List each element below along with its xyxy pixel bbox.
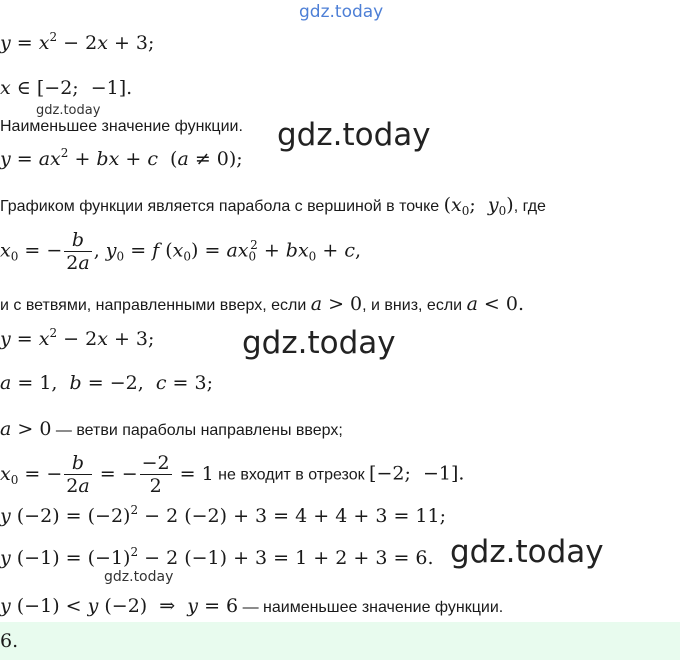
formula-x0-computation: $x_0$ = − $\frac{b}{2a}$ = − $\frac{-2}{2}$ = 1 не входит в отрезок [−2; −1]. xyxy=(0,452,465,497)
watermark-large: gdz.today xyxy=(242,325,396,361)
answer-box xyxy=(0,622,680,660)
watermark-small: gdz.today xyxy=(36,103,101,118)
formula-interval: x ∈ [−2; −1]. xyxy=(0,77,133,99)
formula-general-quadratic: $y = ax^2$ + bx + c (a ≠ 0); xyxy=(0,146,243,170)
formula-vertex: $x_0$ = − $\frac{b}{2a}$ , $y_0 = f$ $(x_0) = ax_0^2 + bx_0 + c$, xyxy=(0,229,362,274)
watermark-large: gdz.today xyxy=(277,117,431,153)
not-in-segment-text: не входит в отрезок xyxy=(213,466,365,484)
formula-y-minus-2: y $(-2) = (-2)^2 - 2$ (−2) + 3 = 4 + 4 + 3 = 11; xyxy=(0,503,446,527)
branches-description: и с ветвями, направленными вверх, если a > 0, и вниз, если a < 0. xyxy=(0,293,525,315)
vertex-point: ($x_0$; $y_0$) xyxy=(443,194,514,218)
formula-coefficients: a = 1, b = −2, c = 3; xyxy=(0,372,214,394)
fraction-b-over-2a: $\frac{b}{2a}$ xyxy=(66,229,90,274)
formula-y-minus-1: y $(-1) = (-1)^2 - 2$ (−1) + 3 = 1 + 2 + 3 = 6. xyxy=(0,545,434,569)
branches-up-text: и с ветвями, направленными вверх, если xyxy=(0,297,307,314)
formula-function: $y = x^2 - 2x + 3$; xyxy=(0,30,155,54)
conclusion-text: — наименьшее значение функции. xyxy=(238,599,504,616)
formula-function-repeat: $y = x^2 - 2x + 3$; xyxy=(0,326,155,350)
watermark-small: gdz.today xyxy=(104,569,174,585)
branches-up-note: — ветви параболы направлены вверх; xyxy=(51,422,343,439)
answer-value: 6. xyxy=(0,630,19,652)
watermark-top: gdz.today xyxy=(299,2,384,22)
graph-description xyxy=(0,194,546,216)
branches-up-conclusion: a > 0 — ветви параболы направлены вверх; xyxy=(0,418,343,440)
final-conclusion: y (−1) < y (−2) ⇒ y = 6 — наименьшее значение функции. xyxy=(0,595,504,617)
watermark-large: gdz.today xyxy=(450,534,604,570)
graph-intro-text: Графиком функции является парабола с вершиной в точке xyxy=(0,198,440,215)
where-text: , где xyxy=(513,198,546,215)
branches-down-text: , и вниз, если xyxy=(362,297,463,314)
min-value-heading: Наименьшее значение функции. xyxy=(0,118,243,135)
